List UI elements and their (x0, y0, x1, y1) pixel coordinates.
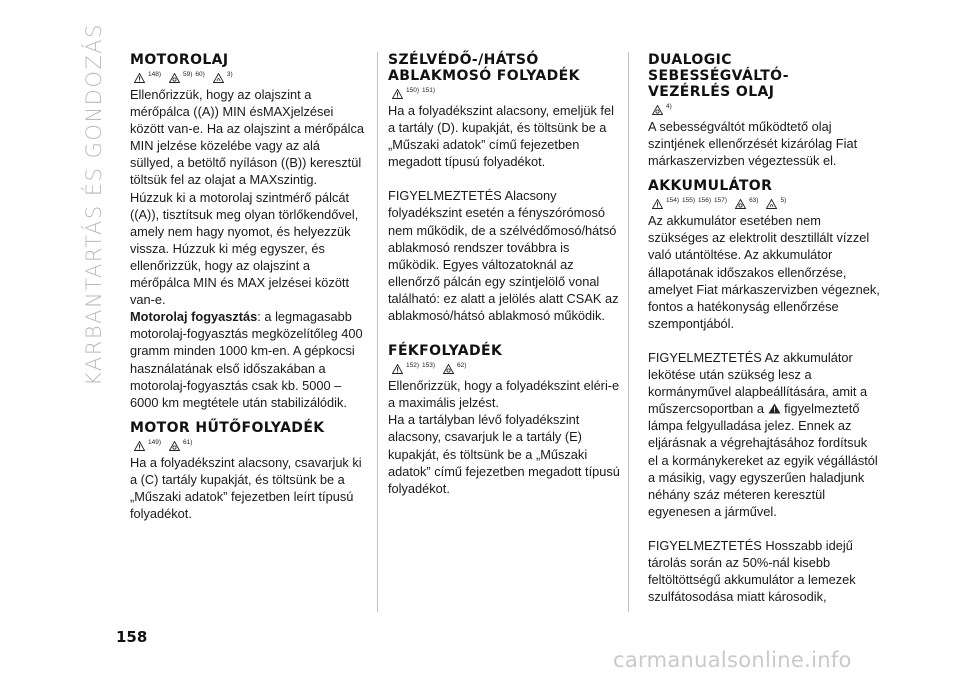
ref-number: 154) (666, 197, 680, 205)
warning-triangle-icon (134, 441, 145, 451)
footer-watermark: carmanualsonline.info (613, 648, 852, 672)
reference-row (652, 101, 880, 115)
paragraph-warning: FIGYELMEZTETÉS Alacsony folyadékszint esetén a fényszórómosó nem működik, de a szélvédőmosó/hátsó ablakmosó rendszer továbbra is működik. Egyes változatoknál az ellenőrző pálcán egy szintjelölő vonal található: ez alatt a jelölés alatt CSAK az ablakmosó/hátsó ablakmosó működik. (388, 188, 619, 324)
column-1 (130, 52, 366, 522)
heading-line: SZÉLVÉDŐ-/HÁTSÓ (388, 52, 539, 68)
paragraph: Ellenőrizzük, hogy a folyadékszint eléri-e a maximális jelzést. (388, 378, 620, 411)
reference-row (392, 360, 620, 374)
ref-number: 153) (422, 362, 436, 370)
paragraph (130, 308, 366, 411)
paragraph: Ha a folyadékszint alacsony, emeljük fel a tartály (D). kupakját, és töltsünk be a „Műszaki adatok” című fejezetben megadott típusú folyadékot. (388, 103, 614, 170)
ref-number: 157) (714, 197, 728, 205)
oil-can-icon (735, 199, 746, 209)
ref-number: 5) (780, 197, 787, 205)
reference-row (392, 85, 620, 99)
reference-row (652, 195, 880, 209)
section-heading-motorolaj: MOTOROLAJ (130, 52, 229, 68)
paragraph: Ha a folyadékszint alacsony, csavarjuk ki a (C) tartály kupakját, és töltsünk be a „Műszaki adatok” fejezetben leírt típusú folyadékot. (130, 454, 362, 522)
warning-triangle-icon (134, 73, 145, 83)
paragraph-warning: FIGYELMEZTETÉS Hosszabb idejű tárolás során az 50%-nál kisebb feltöltöttségű akkumulátor a lemezek szulfátosodása miatt károsodik, (648, 537, 856, 605)
section-heading-washer-fluid (388, 52, 620, 84)
oil-can-icon (169, 73, 180, 83)
ref-number: 61) (183, 438, 193, 446)
reference-row (134, 437, 366, 451)
oil-can-icon (652, 105, 663, 115)
warning-triangle-icon (392, 89, 403, 99)
ref-number: 151) (422, 86, 436, 94)
paragraph-text: : a legmagasabb motorolaj-fogyasztás megközelítőleg 400 gramm minden 1000 km-en. A gépkocsi használatának első időszakában a motorolaj-fogyasztás csak kb. 5000 – 6000 km megtétele után stabilizálódik. (130, 309, 363, 410)
oil-can-icon (169, 441, 180, 451)
page-number: 158 (116, 628, 148, 646)
paragraph-text: figyelmeztető lámpa felgyulladása jelez. Ennek az eljárásnak a végrehajtásához fordítsuk el a kormánykereket az egyik végállástól a másikig, vagy egyszerűen haladjunk néhány száz méteren keresztül egyenesen a járművel. (648, 401, 878, 519)
ref-number: 62) (457, 362, 467, 370)
bold-lead: Motorolaj fogyasztás (130, 309, 258, 325)
ref-number: 63) (749, 197, 759, 205)
ref-number: 156) (698, 197, 712, 205)
ref-number: 149) (148, 438, 162, 446)
section-heading-coolant: MOTOR HŰTŐFOLYADÉK (130, 419, 325, 436)
section-heading-battery: AKKUMULÁTOR (648, 178, 773, 195)
heading-line: SEBESSÉGVÁLTÓ- (648, 68, 789, 84)
reference-row (134, 69, 366, 83)
column-divider (377, 52, 378, 612)
heading-line: DUALOGIC (648, 52, 732, 68)
paragraph: A sebességváltót működtető olaj szintjének ellenőrzését kizárólag Fiat márkaszervizben végeztessük el. (648, 119, 858, 169)
steering-warning-icon (768, 401, 781, 412)
ref-number: 59) (183, 70, 193, 78)
column-divider (628, 52, 629, 612)
paragraph: Ellenőrizzük, hogy az olajszint a mérőpálca ((A)) MIN ésMAXjelzései között van-e. Ha az olajszint a mérőpálca MIN jelzése közelébe vagy az alá süllyed, a betöltő nyíláson ((B)) keresztül töltsük fel az olajat a MAXszintig. (130, 87, 365, 188)
ref-number: 3) (226, 70, 233, 78)
paragraph: Az akkumulátor esetében nem szükséges az elektrolit desztillált vízzel való utántöltése. Az akkumulátor állapotának időszakos ellenőrzése, amelyet Fiat márkaszervizben végeznek, fontos a hatékonyság ellenőrzése szempontjából. (648, 213, 880, 331)
ref-number: 152) (406, 362, 420, 370)
ref-number: 155) (682, 197, 696, 205)
ref-number: 4) (666, 102, 672, 110)
leaf-icon (766, 199, 777, 209)
warning-triangle-icon (652, 199, 663, 209)
leaf-icon (213, 73, 224, 83)
ref-number: 148) (148, 70, 162, 78)
column-2 (388, 52, 620, 497)
paragraph-warning (648, 349, 880, 520)
warning-triangle-icon (392, 364, 403, 374)
ref-number: 60) (195, 70, 205, 78)
oil-can-icon (443, 364, 454, 374)
heading-line: ABLAKMOSÓ FOLYADÉK (388, 68, 580, 84)
section-heading-dualogic (648, 52, 880, 100)
column-3 (648, 52, 880, 605)
paragraph: Húzzuk ki a motorolaj szintmérő pálcát ((A)), tisztítsuk meg olyan törlőkendővel, amely nem hagy nyomot, és helyezzük vissza. Húzzuk ki még egyszer, és ellenőrizzük, hogy az olajszint a mérőpálca MIN és MAX jelzései között van-e. (130, 189, 359, 308)
paragraph: Ha a tartályban lévő folyadékszint alacsony, csavarjuk le a tartály (E) kupakját, és töltsünk be a „Műszaki adatok” című fejezetben megadott típusú folyadékot. (388, 412, 620, 496)
ref-number: 150) (406, 86, 420, 94)
chapter-side-title: KARBANTARTÁS ÉS GONDOZÁS (82, 23, 106, 386)
heading-line: VEZÉRLÉS OLAJ (648, 84, 775, 100)
section-heading-brake-fluid: FÉKFOLYADÉK (388, 343, 503, 360)
paragraph-text: FIGYELMEZTETÉS Az akkumulátor lekötése után szükség lesz a kormányművel alapbeállítására, amit a műszercsoportban a (648, 349, 868, 417)
